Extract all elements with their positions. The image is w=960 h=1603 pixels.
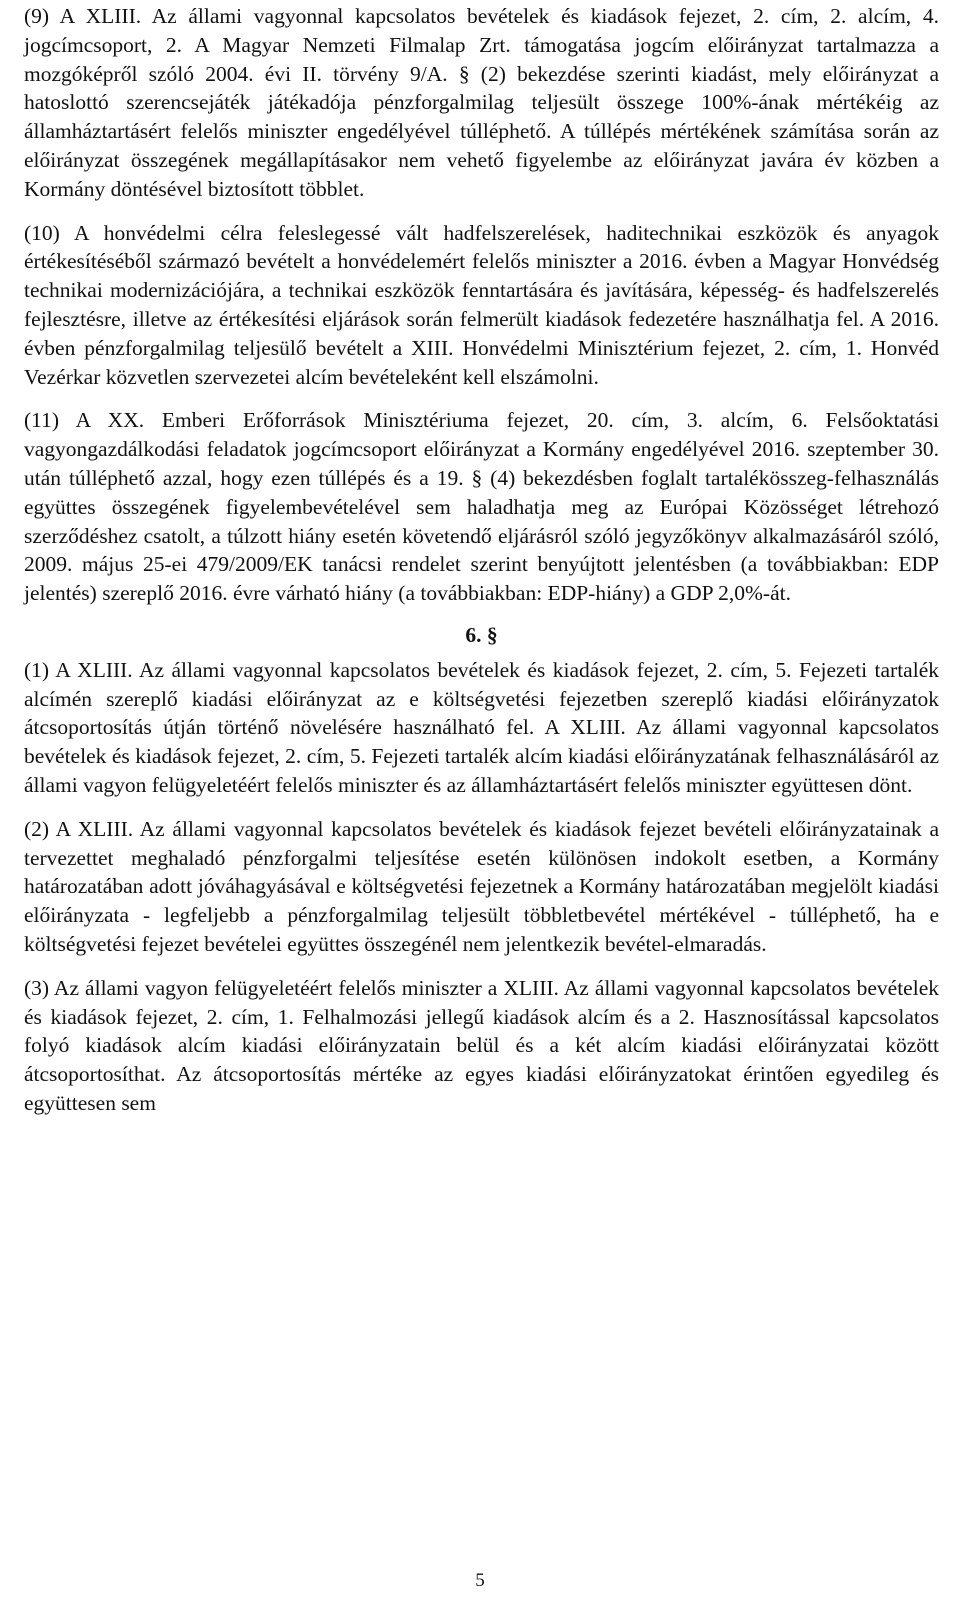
paragraph-3: (3) Az állami vagyon felügyeletéért felelős miniszter a XLIII. Az állami vagyonnal kapcsolatos bevételek és kiadások fejezet, 2. cím, 1. Felhalmozási jellegű kiadások alcím és a 2. Hasznosítással kapcsolatos folyó kiadások alcím kiadási előirányzatain belül és a két alcím kiadási előirányzatai között átcsoportosíthat. Az átcsoportosítás mértéke az egyes kiadási előirányzatokat érintően egyedileg és együttesen sem: [24, 975, 939, 1115]
section-heading: 6. §: [465, 622, 498, 647]
paragraph-1: (1) A XLIII. Az állami vagyonnal kapcsolatos bevételek és kiadások fejezet, 2. cím, 5. Fejezeti tartalék alcímén szereplő kiadási előirányzat az e költségvetési fejezetben szereplő kiadási előirányzatok átcsoportosítás útján történő növelésére használható fel. A XLIII. Az állami vagyonnal kapcsolatos bevételek és kiadások fejezet, 2. cím, 5. Fejezeti tartalék alcím kiadási előirányzatának felhasználásáról az állami vagyon felügyeletéért felelős miniszter és az államháztartásért felelős miniszter együttesen dönt.: [24, 657, 939, 797]
page-number: 5: [475, 1570, 485, 1591]
paragraph-2: (2) A XLIII. Az állami vagyonnal kapcsolatos bevételek és kiadások fejezet bevételi előirányzatainak a tervezettet meghaladó pénzforgalmi teljesítése esetén különösen indokolt esetben, a Kormány határozatában adott jóváhagyásával e költségvetési fejezetnek a Kormány határozatában megjelölt kiadási előirányzata - legfeljebb a pénzforgalmilag teljesült többletbevétel mértékével - túlléphető, ha e költségvetési fejezet bevételei együttes összegénél nem jelentkezik bevétel-elmaradás.: [24, 816, 939, 956]
paragraph-11: (11) A XX. Emberi Erőforrások Minisztériuma fejezet, 20. cím, 3. alcím, 6. Felsőoktatási vagyongazdálkodási feladatok jogcímcsoport előirányzat a Kormány engedélyével 2016. szeptember 30. után túlléphető azzal, hogy ezen túllépés és a 19. § (4) bekezdésben foglalt tartalékösszeg-felhasználás együttes összegének figyelembevételével sem haladhatja meg az Európai Közösséget létrehozó szerződéshez csatolt, a túlzott hiány esetén követendő eljárásról szóló jegyzőkönyv alkalmazásáról szóló, 2009. május 25-ei 479/2009/EK tanácsi rendelet szerint benyújtott jelentésben (a továbbiakban: EDP jelentés) szereplő 2016. évre várható hiány (a továbbiakban: EDP-hiány) a GDP 2,0%-át.: [24, 408, 939, 606]
paragraph-10: (10) A honvédelmi célra feleslegessé vált hadfelszerelések, haditechnikai eszközök és anyagok értékesítéséből származó bevételt a honvédelemért felelős miniszter a 2016. évben a Magyar Honvédség technikai modernizációjára, a technikai eszközök fenntartására és javítására, képesség- és hadfelszerelés fejlesztésre, illetve az értékesítési eljárások során felmerült kiadások fedezetére használhatja fel. A 2016. évben pénzforgalmilag teljesülő bevételt a XIII. Honvédelmi Minisztérium fejezet, 2. cím, 1. Honvéd Vezérkar közvetlen szervezetei alcím bevételeként kell elszámolni.: [24, 220, 939, 389]
paragraph-9: (9) A XLIII. Az állami vagyonnal kapcsolatos bevételek és kiadások fejezet, 2. cím, 2. alcím, 4. jogcímcsoport, 2. A Magyar Nemzeti Filmalap Zrt. támogatása jogcím előirányzat tartalmazza a mozgóképről szóló 2004. évi II. törvény 9/A. § (2) bekezdése szerinti kiadást, mely előirányzat a hatoslottó szerencsejáték játékadója pénzforgalmilag teljesült összege 100%-ának mértékéig az államháztartásért felelős miniszter engedélyével túlléphető. A túllépés mértékének számítása során az előirányzat összegének megállapításakor nem vehető figyelembe az előirányzat javára év közben a Kormány döntésével biztosított többlet.: [24, 4, 939, 201]
document-body: [24, 2, 939, 1133]
